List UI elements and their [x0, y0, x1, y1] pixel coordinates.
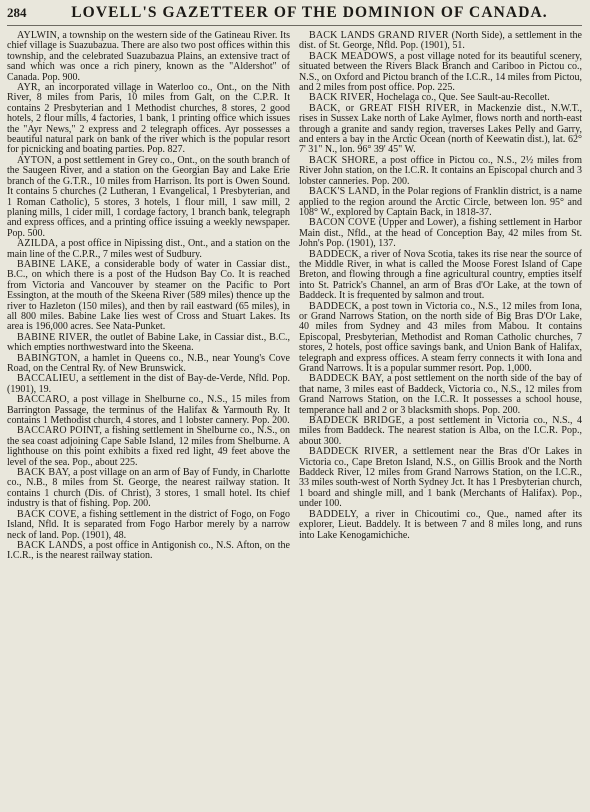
entry-headword: BADDECK, [309, 300, 362, 312]
entry-text: a post village on an arm of Bay of Fundy, in Charlotte co., N.B., 8 miles from St. George, the nearest railway station. It contains 1 church (Dis. of Christ), 3 stores, 1 small hotel. Its chief industry is that of fishing. Pop. 200. [7, 467, 290, 510]
entry-headword: AYLWIN, [17, 30, 60, 41]
entry-text: a fishing settlement in the district of Fogo, on Fogo Island, Nfld. It is separated from Fogo Harbor merely by a narrow neck of land. Pop. (1901), 48. [7, 508, 290, 541]
entry-headword: BACK COVE, [17, 508, 80, 520]
entry-headword: BACK LANDS GRAND RIVER [309, 30, 449, 41]
entry-headword: BADDECK, [309, 248, 362, 260]
entry-text: in the Polar regions of Franklin district, is a name applied to the region around the Arctic Circle, between lon. 95° and 108° W., explored by Captain Back, in 1818-37. [299, 186, 583, 218]
entry-text: a post office in Antigonish co., N.S. Afton, on the I.C.R., is the nearest railway station. [7, 539, 290, 562]
gazetteer-entry [299, 52, 582, 94]
entry-text: the outlet of Babine Lake, in Cassiar dist., B.C., which empties northwestward into the Skeena. [7, 331, 290, 354]
entry-text: a river of Nova Scotia, takes its rise near the source of the Middle River, in what is called the Moose Forest Island of Cape Breton, and flowing through a fine agricultural country, empties itself into St. Patrick's Channel, an arm of Bras d'Or Lake, at the town of Baddeck. It is frequented by salmon and trout. [299, 248, 582, 302]
entry-text: a considerable body of water in Cassiar dist., B.C., on which there is a post of the Hudson Bay Co. It is reached from Victoria and Vancouver by steamer on the Pacific to Port Essington, at the mouth of the Skeena River (589 miles) thence up the river to Hazleton (150 miles), and then by rail eastward (65 miles), in all 800 miles. Babine Lake lies west of Cross and Stuart Lakes. Its area is 196,000 acres. See Nata-Punket. [7, 258, 290, 333]
entry-headword: BADDECK RIVER, [309, 446, 398, 458]
gazetteer-entry [299, 104, 582, 156]
gazetteer-entry [7, 31, 290, 83]
entry-text: (Upper and Lower), a fishing settlement in Harbor Main dist., Nfld., at the head of Conception Bay, 42 miles from St. John's Pop. (1901), 137. [299, 217, 582, 250]
entry-text: a post town in Victoria co., N.S., 12 miles from Iona, or Grand Narrows Station, on the north side of Big Bras D'Or Lake, 40 miles from Sydney and 43 miles from Mabou. It contains Episcopal, Presbyterian, Methodist and Roman Catholic churches, 7 stores, 2 hotels, post office savings bank, and Union Bank of Halifax, telegraph and express offices. A steam ferry connects it with Iona and Grand Narrows. It is a popular summer resort. Pop. 1,000. [299, 300, 582, 374]
entry-headword: BACK, or GREAT FISH RIVER, [309, 102, 460, 114]
gazetteer-entry [7, 83, 290, 156]
entry-text: a post village in Shelburne co., N.S., 15 miles from Barrington Passage, the terminus of the Halifax & Yarmouth Ry. It contains 1 Methodist church, 4 stores, and 1 lobster cannery. Pop. 200. [7, 394, 290, 427]
gazetteer-entry [7, 239, 290, 260]
entry-text: a township on the western side of the Gatineau River. Its chief village is Suazubazua. There are also two post offices within this township, and the celebrated Suazubazua Plains, an extensive tract of sand which was once a rich pinery, known as the "Aldershot" of Canada. Pop. 900. [7, 30, 290, 83]
entry-text: a post office in Pictou co., N.S., 2½ miles from River John station, on the I.C.R. It contains an Episcopal church and 3 lobster canneries. Pop. 200. [299, 154, 582, 187]
entry-text: a post village noted for its beautiful scenery, situated between the Rivers Black Branch and Cariboo in Pictou co., N.S., on Oxford and Pictou branch of the I.C.R., 14 miles from Pictou, and 2 miles from post office. Pop. 225. [299, 50, 582, 94]
entry-headword: BADDELY, [309, 508, 359, 520]
entry-headword: AZILDA, [17, 238, 59, 250]
entry-headword: BACCARO POINT, [17, 425, 103, 437]
gazetteer-entry [7, 333, 290, 354]
entry-headword: BADDECK BAY, [309, 373, 385, 385]
gazetteer-entry [7, 260, 290, 333]
entry-text: a settlement in the dist of Bay-de-Verde, Nfld. Pop. (1901), 19. [7, 373, 290, 395]
gazetteer-entry [299, 302, 582, 375]
entry-headword: BACK MEADOWS, [309, 50, 397, 62]
entry-headword: BACCALIEU, [17, 373, 79, 385]
entry-headword: BACK'S LAND, [309, 186, 380, 198]
gazetteer-entry [299, 187, 582, 218]
left-column [7, 31, 290, 562]
entry-headword: AYR, [17, 82, 41, 94]
entry-text: a settlement near the Bras d'Or Lakes in Victoria co., Cape Breton Island, N.S., on Gillis Brook and the North Baddeck River, 12 miles from Grand Narrows Station, on the I.C.R., 33 miles south-west of North Sydney Jct. It has 1 Presbyterian church, 1 board and shingle mill, and 1 bank (Merchants of Halifax). Pop., under 100. [299, 446, 582, 510]
entry-headword: BABINE LAKE, [17, 258, 91, 270]
gazetteer-entry [299, 416, 582, 447]
entry-text: a post settlement in Victoria co., N.S., 4 miles from Baddeck. The nearest station is Alba, on the I.C.R. Pop., about 300. [299, 415, 582, 447]
entry-text: a post settlement in Grey co., Ont., on the south branch of the Saugeen River, and a station on the Georgian Bay and Lake Erie branch of the G.T.R., 10 miles from Harrison. Its port is Owen Sound. It contains 5 churches (2 Lutheran, 1 Evangelical, 1 Presbyterian, and 1 Roman Catholic), 5 stores, 3 hotels, 1 flour mill, 1 saw mill, 2 planing mills, 1 cider mill, 1 cordage factory, 1 branch bank, telegraph and express offices, and a printing office issuing a weekly newspaper. Pop. 500. [7, 154, 290, 239]
gazetteer-entry [7, 426, 290, 468]
entry-headword: BACON COVE [309, 217, 376, 229]
page-number: 284 [7, 5, 27, 20]
entry-text: an incorporated village in Waterloo co., Ont., on the Nith River, 8 miles from Paris, 10 miles from Galt, on the C.P.R. It contains 2 Presbyterian and 1 Methodist churches, 8 stores, 2 good hotels, 2 flour mills, 4 factories, 1 bank, 1 printing office which issues the "Ayr News," 2 express and 2 telegraph offices. Ayr possesses a beautiful natural park on bank of the river which is the popular resort for picnicking and boating parties. Pop. 827. [7, 82, 290, 156]
gazetteer-entry [299, 510, 582, 541]
entry-text: a river in Chicoutimi co., Que., named after its explorer, Lieut. Baddely. It is between 7 and 8 miles long, and runs into Lake Kenogamichiche. [299, 508, 582, 541]
gazetteer-entry [299, 447, 582, 509]
entry-text: Hochelaga co., Que. See Sault-au-Recollet. [373, 92, 550, 104]
entry-text: (North Side), a settlement in the dist. of St. George, Nfld. Pop. (1901), 51. [299, 30, 582, 52]
gazetteer-entry [299, 250, 582, 302]
gazetteer-entry [299, 156, 582, 187]
page-header [7, 4, 582, 26]
entry-headword: AYTON, [17, 154, 55, 166]
entry-headword: BACK RIVER, [309, 92, 374, 104]
text-columns [7, 31, 582, 562]
gazetteer-entry [7, 395, 290, 426]
gazetteer-entry [7, 156, 290, 239]
entry-headword: BABINGTON, [17, 352, 81, 364]
gazetteer-entry [7, 468, 290, 510]
entry-headword: BACK LANDS, [17, 539, 86, 551]
entry-text: a post settlement on the north side of the bay of that name, 3 miles east of Baddeck, Victoria co., N.S., 12 miles from Grand Narrows Station, on the I.C.R. It possesses a school house, temperance hall and 2 or 3 blacksmith shops. Pop. 200. [299, 373, 582, 416]
entry-headword: BACK BAY, [17, 467, 71, 479]
entry-headword: BABINE RIVER, [17, 331, 93, 343]
gazetteer-entry [7, 374, 290, 395]
entry-headword: BACK SHORE, [309, 154, 379, 166]
entry-text: a post office in Nipissing dist., Ont., and a station on the main line of the C.P.R., 7 miles west of Sudbury. [7, 238, 290, 260]
gazetteer-entry [299, 374, 582, 416]
right-column [299, 31, 582, 562]
entry-text: in Mackenzie dist., N.W.T., rises in Sussex Lake north of Lake Aylmer, flows north and north-east through a granite and sandy region, traverses Lakes Pelly and Garry, and enters a bay in the Arctic Ocean (north of Keewatin dist.), lat. 62° 7' 31" N., lon. 96° 39' 45" W. [299, 102, 583, 156]
entry-headword: BACCARO, [17, 394, 70, 406]
gazetteer-entry [7, 510, 290, 541]
gazetteer-entry [299, 218, 582, 249]
running-title: LOVELL'S GAZETTEER OF THE DOMINION OF CANADA. [71, 4, 548, 21]
entry-text: a fishing settlement in Shelburne co., N.S., on the sea coast adjoining Cape Sable Island, 12 miles from Shelburne. A lighthouse on this point exhibits a fixed red light, 49 feet above the level of the sea. Pop., about 225. [7, 425, 290, 468]
entry-headword: BADDECK BRIDGE, [309, 415, 405, 427]
entry-text: a hamlet in Queens co., N.B., near Young's Cove Road, on the Central Ry. of New Brunswick. [7, 352, 290, 374]
gazetteer-entry [7, 541, 290, 562]
gazetteer-entry [299, 31, 582, 52]
gazetteer-entry [7, 354, 290, 375]
